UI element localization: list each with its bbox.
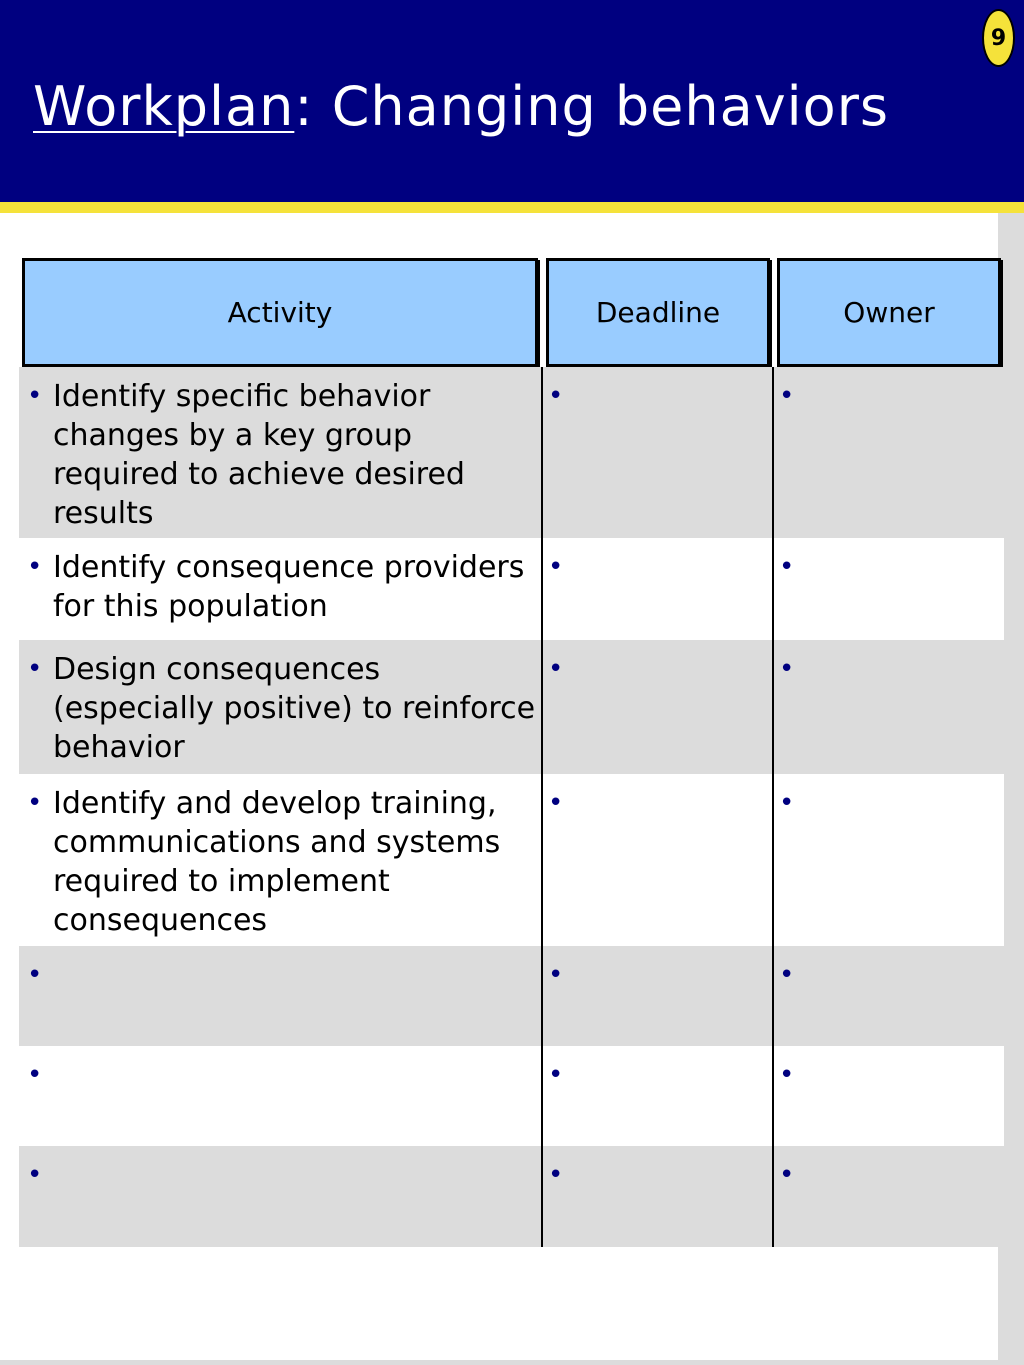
- column-header-owner: Owner: [777, 258, 1001, 367]
- activity-text: Identify and develop training, communications and systems required to implement consequences: [53, 786, 501, 938]
- title-accent-rule: [0, 202, 1024, 213]
- activity-text: Identify consequence providers for this population: [53, 550, 525, 624]
- owner-cell: [779, 1046, 999, 1090]
- deadline-cell: [548, 1046, 768, 1090]
- bullet-icon: •: [779, 552, 795, 582]
- activity-cell: [27, 367, 547, 533]
- table-row: [19, 774, 1004, 946]
- bullet-icon: •: [27, 1060, 43, 1090]
- slide-title: [33, 72, 889, 142]
- bottom-margin-strip: [0, 1360, 1024, 1365]
- table-row: [19, 1046, 1004, 1146]
- bullet-icon: •: [779, 788, 795, 818]
- owner-cell: [779, 538, 999, 582]
- table-row: [19, 1146, 1004, 1247]
- activity-cell: [27, 1146, 547, 1190]
- activity-text: Design consequences (especially positive) to reinforce behavior: [53, 652, 536, 765]
- activity-cell: [27, 774, 547, 940]
- column-divider-owner: [772, 367, 774, 1247]
- owner-cell: [779, 1146, 999, 1190]
- bullet-icon: •: [779, 1060, 795, 1090]
- bullet-icon: •: [548, 1160, 564, 1190]
- bullet-icon: •: [548, 960, 564, 990]
- owner-cell: [779, 367, 999, 411]
- column-divider-deadline: [541, 367, 543, 1247]
- deadline-cell: [548, 1146, 768, 1190]
- bullet-icon: •: [548, 788, 564, 818]
- activity-cell: [27, 538, 547, 626]
- bullet-icon: •: [27, 788, 43, 818]
- bullet-icon: •: [779, 381, 795, 411]
- bullet-icon: •: [27, 960, 43, 990]
- page-number-badge: 9: [982, 9, 1015, 67]
- activity-text: Identify specific behavior changes by a key group required to achieve desired results: [53, 379, 465, 531]
- deadline-cell: [548, 774, 768, 818]
- table-row: [19, 367, 1004, 538]
- bullet-icon: •: [27, 1160, 43, 1190]
- owner-cell: [779, 640, 999, 684]
- table-row: [19, 538, 1004, 640]
- table-row: [19, 640, 1004, 774]
- deadline-cell: [548, 367, 768, 411]
- bullet-icon: •: [27, 654, 43, 684]
- bullet-icon: •: [27, 381, 43, 411]
- bullet-icon: •: [27, 552, 43, 582]
- workplan-link[interactable]: Workplan: [33, 75, 295, 138]
- bullet-icon: •: [779, 960, 795, 990]
- bullet-icon: •: [548, 1060, 564, 1090]
- deadline-cell: [548, 946, 768, 990]
- owner-cell: [779, 946, 999, 990]
- activity-cell: [27, 946, 547, 990]
- column-header-deadline: Deadline: [546, 258, 770, 367]
- slide-title-text: : Changing behaviors: [294, 75, 890, 138]
- activity-cell: [27, 1046, 547, 1090]
- activity-cell: [27, 640, 547, 767]
- bullet-icon: •: [779, 654, 795, 684]
- column-header-activity: Activity: [22, 258, 538, 367]
- owner-cell: [779, 774, 999, 818]
- bullet-icon: •: [548, 381, 564, 411]
- deadline-cell: [548, 538, 768, 582]
- bullet-icon: •: [779, 1160, 795, 1190]
- bullet-icon: •: [548, 552, 564, 582]
- deadline-cell: [548, 640, 768, 684]
- title-band: [0, 0, 1024, 202]
- bullet-icon: •: [548, 654, 564, 684]
- table-row: [19, 946, 1004, 1046]
